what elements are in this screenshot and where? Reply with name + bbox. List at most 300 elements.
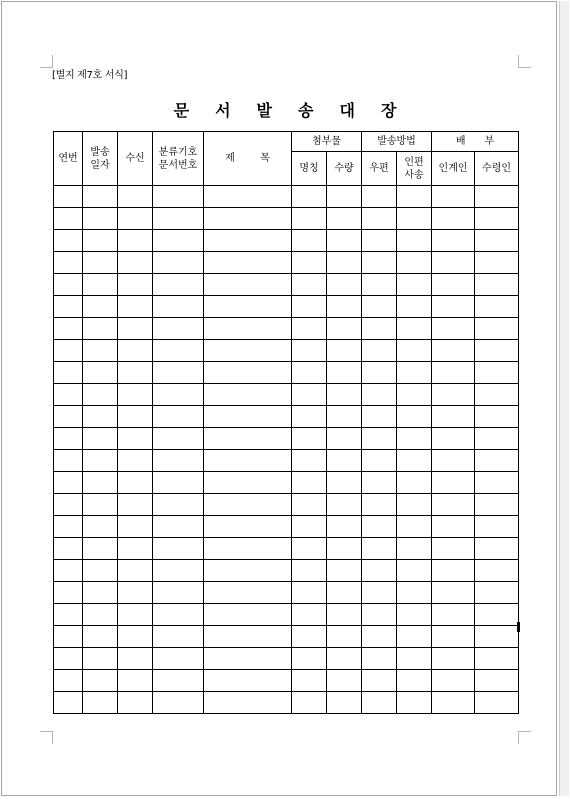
dispatch-ledger-table xyxy=(53,131,519,714)
table-cell[interactable] xyxy=(292,582,327,604)
table-row xyxy=(54,362,519,384)
table-cell[interactable] xyxy=(83,186,118,208)
table-cell[interactable] xyxy=(327,472,362,494)
table-cell[interactable] xyxy=(327,406,362,428)
table-cell[interactable] xyxy=(118,340,153,362)
table-row xyxy=(54,516,519,538)
header-serial: 연번 xyxy=(54,132,83,186)
table-cell[interactable] xyxy=(292,560,327,582)
table-cell[interactable] xyxy=(397,318,432,340)
table-cell[interactable] xyxy=(54,670,83,692)
table-cell[interactable] xyxy=(397,604,432,626)
table-cell[interactable] xyxy=(362,626,397,648)
table-cell[interactable] xyxy=(362,362,397,384)
table-row xyxy=(54,318,519,340)
table-row xyxy=(54,384,519,406)
table-cell[interactable] xyxy=(292,538,327,560)
table-cell[interactable] xyxy=(397,648,432,670)
table-cell[interactable] xyxy=(83,648,118,670)
table-cell[interactable] xyxy=(83,274,118,296)
table-cell[interactable] xyxy=(83,538,118,560)
table-cell[interactable] xyxy=(432,670,475,692)
table-cell[interactable] xyxy=(83,450,118,472)
table-cell[interactable] xyxy=(204,692,292,714)
table-cell[interactable] xyxy=(327,582,362,604)
table-cell[interactable] xyxy=(83,208,118,230)
table-cell[interactable] xyxy=(327,362,362,384)
table-cell[interactable] xyxy=(54,516,83,538)
table-cell[interactable] xyxy=(83,252,118,274)
table-cell[interactable] xyxy=(432,318,475,340)
table-row xyxy=(54,494,519,516)
table-cell[interactable] xyxy=(54,560,83,582)
table-cell[interactable] xyxy=(204,582,292,604)
header-dist-handover: 인계인 xyxy=(432,152,475,186)
table-cell[interactable] xyxy=(432,472,475,494)
table-cell[interactable] xyxy=(432,450,475,472)
table-cell[interactable] xyxy=(362,582,397,604)
table-cell[interactable] xyxy=(54,626,83,648)
table-cell[interactable] xyxy=(397,516,432,538)
table-cell[interactable] xyxy=(118,692,153,714)
table-cell[interactable] xyxy=(327,626,362,648)
header-subject: 제 목 xyxy=(204,132,292,186)
table-cell[interactable] xyxy=(327,230,362,252)
table-cell[interactable] xyxy=(362,450,397,472)
table-cell[interactable] xyxy=(153,538,204,560)
table-cell[interactable] xyxy=(153,208,204,230)
table-row xyxy=(54,406,519,428)
table-cell[interactable] xyxy=(292,340,327,362)
table-cell[interactable] xyxy=(204,406,292,428)
table-cell[interactable] xyxy=(475,670,519,692)
table-cell[interactable] xyxy=(292,494,327,516)
table-cell[interactable] xyxy=(83,406,118,428)
table-cell[interactable] xyxy=(362,428,397,450)
table-cell[interactable] xyxy=(153,648,204,670)
table-cell[interactable] xyxy=(54,428,83,450)
table-cell[interactable] xyxy=(83,472,118,494)
table-cell[interactable] xyxy=(432,362,475,384)
header-dist-receiver: 수령인 xyxy=(475,152,519,186)
table-cell[interactable] xyxy=(83,340,118,362)
table-cell[interactable] xyxy=(327,648,362,670)
table-cell[interactable] xyxy=(204,318,292,340)
table-cell[interactable] xyxy=(54,582,83,604)
table-cell[interactable] xyxy=(54,252,83,274)
table-cell[interactable] xyxy=(362,318,397,340)
table-cell[interactable] xyxy=(327,516,362,538)
table-cell[interactable] xyxy=(292,670,327,692)
table-cell[interactable] xyxy=(397,626,432,648)
table-cell[interactable] xyxy=(362,560,397,582)
table-cell[interactable] xyxy=(432,648,475,670)
title-char: 장 xyxy=(380,101,397,120)
table-row xyxy=(54,252,519,274)
table-cell[interactable] xyxy=(362,604,397,626)
table-cell[interactable] xyxy=(327,604,362,626)
table-cell[interactable] xyxy=(432,252,475,274)
table-cell[interactable] xyxy=(432,186,475,208)
table-cell[interactable] xyxy=(397,582,432,604)
table-cell[interactable] xyxy=(362,692,397,714)
table-row xyxy=(54,582,519,604)
title-char: 발 xyxy=(256,101,272,120)
table-cell[interactable] xyxy=(432,296,475,318)
table-cell[interactable] xyxy=(362,186,397,208)
table-cell[interactable] xyxy=(204,428,292,450)
table-cell[interactable] xyxy=(327,692,362,714)
table-cell[interactable] xyxy=(327,560,362,582)
table-cell[interactable] xyxy=(432,384,475,406)
table-cell[interactable] xyxy=(204,670,292,692)
table-cell[interactable] xyxy=(432,406,475,428)
table-cell[interactable] xyxy=(362,296,397,318)
table-cell[interactable] xyxy=(204,560,292,582)
table-cell[interactable] xyxy=(83,296,118,318)
table-row xyxy=(54,274,519,296)
table-cell[interactable] xyxy=(153,186,204,208)
table-cell[interactable] xyxy=(118,318,153,340)
table-cell[interactable] xyxy=(292,274,327,296)
table-cell[interactable] xyxy=(292,362,327,384)
table-cell[interactable] xyxy=(83,604,118,626)
table-cell[interactable] xyxy=(54,494,83,516)
table-cell[interactable] xyxy=(83,494,118,516)
table-row xyxy=(54,604,519,626)
table-cell[interactable] xyxy=(292,230,327,252)
table-cell[interactable] xyxy=(397,560,432,582)
table-cell[interactable] xyxy=(54,406,83,428)
table-cell[interactable] xyxy=(83,670,118,692)
table-cell[interactable] xyxy=(475,450,519,472)
table-cell[interactable] xyxy=(362,516,397,538)
table-cell[interactable] xyxy=(397,692,432,714)
table-cell[interactable] xyxy=(204,450,292,472)
table-cell[interactable] xyxy=(83,362,118,384)
table-cell[interactable] xyxy=(475,406,519,428)
table-cell[interactable] xyxy=(204,186,292,208)
table-cell[interactable] xyxy=(475,472,519,494)
table-cell[interactable] xyxy=(292,208,327,230)
table-cell[interactable] xyxy=(153,362,204,384)
table-cell[interactable] xyxy=(475,648,519,670)
table-cell[interactable] xyxy=(475,384,519,406)
table-cell[interactable] xyxy=(118,538,153,560)
table-cell[interactable] xyxy=(362,340,397,362)
table-cell[interactable] xyxy=(153,340,204,362)
table-cell[interactable] xyxy=(118,406,153,428)
table-cell[interactable] xyxy=(83,318,118,340)
table-cell[interactable] xyxy=(292,186,327,208)
table-cell[interactable] xyxy=(204,362,292,384)
table-cell[interactable] xyxy=(118,230,153,252)
table-cell[interactable] xyxy=(153,582,204,604)
table-cell[interactable] xyxy=(118,604,153,626)
crop-mark-bottom-right xyxy=(518,731,531,744)
table-cell[interactable] xyxy=(432,208,475,230)
table-cell[interactable] xyxy=(327,670,362,692)
table-cell[interactable] xyxy=(327,318,362,340)
table-cell[interactable] xyxy=(432,538,475,560)
table-cell[interactable] xyxy=(118,472,153,494)
table-cell[interactable] xyxy=(204,252,292,274)
table-cell[interactable] xyxy=(153,406,204,428)
table-cell[interactable] xyxy=(153,274,204,296)
table-row xyxy=(54,208,519,230)
table-cell[interactable] xyxy=(432,274,475,296)
table-cell[interactable] xyxy=(83,582,118,604)
table-cell[interactable] xyxy=(397,472,432,494)
table-cell[interactable] xyxy=(292,692,327,714)
table-cell[interactable] xyxy=(153,604,204,626)
table-cell[interactable] xyxy=(327,340,362,362)
table-cell[interactable] xyxy=(362,252,397,274)
table-cell[interactable] xyxy=(475,582,519,604)
table-cell[interactable] xyxy=(54,648,83,670)
table-cell[interactable] xyxy=(292,472,327,494)
table-cell[interactable] xyxy=(475,274,519,296)
table-cell[interactable] xyxy=(327,450,362,472)
table-cell[interactable] xyxy=(432,428,475,450)
table-cell[interactable] xyxy=(118,450,153,472)
table-cell[interactable] xyxy=(432,560,475,582)
table-cell[interactable] xyxy=(432,494,475,516)
crop-mark-bottom-left xyxy=(40,731,53,744)
table-row xyxy=(54,648,519,670)
table-cell[interactable] xyxy=(54,230,83,252)
title-char: 문 xyxy=(173,101,190,120)
table-cell[interactable] xyxy=(432,692,475,714)
table-cell[interactable] xyxy=(54,538,83,560)
table-cell[interactable] xyxy=(204,604,292,626)
table-cell[interactable] xyxy=(54,384,83,406)
table-cell[interactable] xyxy=(153,230,204,252)
table-cell[interactable] xyxy=(153,560,204,582)
table-cell[interactable] xyxy=(83,560,118,582)
header-attachments: 첨부물 xyxy=(292,132,362,152)
table-cell[interactable] xyxy=(204,208,292,230)
crop-mark-top-right xyxy=(518,55,531,68)
table-cell[interactable] xyxy=(204,648,292,670)
table-cell[interactable] xyxy=(83,516,118,538)
table-cell[interactable] xyxy=(153,428,204,450)
table-cell[interactable] xyxy=(292,428,327,450)
vertical-scrollbar[interactable] xyxy=(559,1,569,796)
table-cell[interactable] xyxy=(204,296,292,318)
table-cell[interactable] xyxy=(397,208,432,230)
table-cell[interactable] xyxy=(118,252,153,274)
table-cell[interactable] xyxy=(204,384,292,406)
table-cell[interactable] xyxy=(54,208,83,230)
table-cell[interactable] xyxy=(475,516,519,538)
table-cell[interactable] xyxy=(362,538,397,560)
table-cell[interactable] xyxy=(153,450,204,472)
table-cell[interactable] xyxy=(397,428,432,450)
table-cell[interactable] xyxy=(475,340,519,362)
table-cell[interactable] xyxy=(327,274,362,296)
table-cell[interactable] xyxy=(327,494,362,516)
title-char: 서 xyxy=(215,101,231,120)
table-cell[interactable] xyxy=(397,494,432,516)
table-cell[interactable] xyxy=(362,494,397,516)
table-cell[interactable] xyxy=(153,318,204,340)
table-cell[interactable] xyxy=(292,648,327,670)
header-send-method: 발송방법 xyxy=(362,132,432,152)
table-cell[interactable] xyxy=(432,604,475,626)
table-cell[interactable] xyxy=(362,406,397,428)
table-cell[interactable] xyxy=(292,516,327,538)
table-cell[interactable] xyxy=(292,450,327,472)
table-cell[interactable] xyxy=(397,296,432,318)
table-cell[interactable] xyxy=(362,384,397,406)
header-recipient: 수신 xyxy=(118,132,153,186)
table-cell[interactable] xyxy=(118,626,153,648)
table-cell[interactable] xyxy=(362,208,397,230)
table-cell[interactable] xyxy=(327,186,362,208)
table-cell[interactable] xyxy=(397,274,432,296)
table-cell[interactable] xyxy=(475,296,519,318)
table-cell[interactable] xyxy=(327,252,362,274)
table-cell[interactable] xyxy=(153,626,204,648)
table-cell[interactable] xyxy=(153,384,204,406)
table-cell[interactable] xyxy=(118,362,153,384)
table-cell[interactable] xyxy=(432,626,475,648)
table-cell[interactable] xyxy=(362,274,397,296)
table-cell[interactable] xyxy=(54,450,83,472)
header-method-mail: 우편 xyxy=(362,152,397,186)
table-cell[interactable] xyxy=(204,538,292,560)
table-cell[interactable] xyxy=(397,186,432,208)
table-cell[interactable] xyxy=(397,230,432,252)
table-cell[interactable] xyxy=(475,186,519,208)
table-cell[interactable] xyxy=(204,230,292,252)
table-cell[interactable] xyxy=(475,626,519,648)
table-cell[interactable] xyxy=(83,692,118,714)
table-cell[interactable] xyxy=(153,296,204,318)
table-cell[interactable] xyxy=(327,384,362,406)
table-row xyxy=(54,450,519,472)
table-cell[interactable] xyxy=(292,318,327,340)
table-cell[interactable] xyxy=(83,230,118,252)
table-cell[interactable] xyxy=(118,186,153,208)
table-cell[interactable] xyxy=(118,516,153,538)
table-cell[interactable] xyxy=(475,208,519,230)
table-cell[interactable] xyxy=(327,428,362,450)
table-cell[interactable] xyxy=(54,362,83,384)
table-cell[interactable] xyxy=(475,560,519,582)
table-cell[interactable] xyxy=(397,450,432,472)
table-cell[interactable] xyxy=(397,340,432,362)
table-cell[interactable] xyxy=(292,384,327,406)
table-cell[interactable] xyxy=(432,340,475,362)
header-att-qty: 수량 xyxy=(327,152,362,186)
table-cell[interactable] xyxy=(362,648,397,670)
table-cell[interactable] xyxy=(204,626,292,648)
table-cell[interactable] xyxy=(475,538,519,560)
table-cell[interactable] xyxy=(118,670,153,692)
table-cell[interactable] xyxy=(204,516,292,538)
table-cell[interactable] xyxy=(54,274,83,296)
table-cell[interactable] xyxy=(475,428,519,450)
table-cell[interactable] xyxy=(362,472,397,494)
table-cell[interactable] xyxy=(475,494,519,516)
table-cell[interactable] xyxy=(118,428,153,450)
table-cell[interactable] xyxy=(54,340,83,362)
table-cell[interactable] xyxy=(204,472,292,494)
table-cell[interactable] xyxy=(153,692,204,714)
table-cell[interactable] xyxy=(475,318,519,340)
table-cell[interactable] xyxy=(83,626,118,648)
header-class-doc-no: 분류기호 문서번호 xyxy=(153,132,204,186)
table-cell[interactable] xyxy=(118,208,153,230)
table-cell[interactable] xyxy=(397,252,432,274)
table-cell[interactable] xyxy=(292,604,327,626)
table-cell[interactable] xyxy=(327,296,362,318)
table-cell[interactable] xyxy=(292,406,327,428)
table-cell[interactable] xyxy=(118,560,153,582)
table-cell[interactable] xyxy=(118,494,153,516)
table-row xyxy=(54,670,519,692)
table-cell[interactable] xyxy=(153,472,204,494)
table-cell[interactable] xyxy=(397,362,432,384)
table-cell[interactable] xyxy=(292,252,327,274)
table-cell[interactable] xyxy=(118,384,153,406)
header-send-date: 발송 일자 xyxy=(83,132,118,186)
table-cell[interactable] xyxy=(432,230,475,252)
table-cell[interactable] xyxy=(475,230,519,252)
table-cell[interactable] xyxy=(153,670,204,692)
table-cell[interactable] xyxy=(118,274,153,296)
table-cell[interactable] xyxy=(118,648,153,670)
table-cell[interactable] xyxy=(204,274,292,296)
table-cell[interactable] xyxy=(153,252,204,274)
table-cell[interactable] xyxy=(83,384,118,406)
table-cell[interactable] xyxy=(475,362,519,384)
table-cell[interactable] xyxy=(327,538,362,560)
table-cell[interactable] xyxy=(54,692,83,714)
table-cell[interactable] xyxy=(118,582,153,604)
form-label: [별지 제7호 서식] xyxy=(52,70,128,81)
table-cell[interactable] xyxy=(475,604,519,626)
table-cell[interactable] xyxy=(362,230,397,252)
table-cell[interactable] xyxy=(397,384,432,406)
table-cell[interactable] xyxy=(432,516,475,538)
table-cell[interactable] xyxy=(397,406,432,428)
table-cell[interactable] xyxy=(54,296,83,318)
table-cell[interactable] xyxy=(204,340,292,362)
table-cell[interactable] xyxy=(475,252,519,274)
table-cell[interactable] xyxy=(153,494,204,516)
table-cell[interactable] xyxy=(292,626,327,648)
table-cell[interactable] xyxy=(292,296,327,318)
table-cell[interactable] xyxy=(432,582,475,604)
table-cell[interactable] xyxy=(397,670,432,692)
table-cell[interactable] xyxy=(153,516,204,538)
table-cell[interactable] xyxy=(204,494,292,516)
table-cell[interactable] xyxy=(118,296,153,318)
table-cell[interactable] xyxy=(327,208,362,230)
table-cell[interactable] xyxy=(54,604,83,626)
table-cell[interactable] xyxy=(54,318,83,340)
table-cell[interactable] xyxy=(362,670,397,692)
table-row xyxy=(54,626,519,648)
table-cell[interactable] xyxy=(397,538,432,560)
table-cell[interactable] xyxy=(475,692,519,714)
table-cell[interactable] xyxy=(54,186,83,208)
table-cell[interactable] xyxy=(83,428,118,450)
table-cell[interactable] xyxy=(54,472,83,494)
